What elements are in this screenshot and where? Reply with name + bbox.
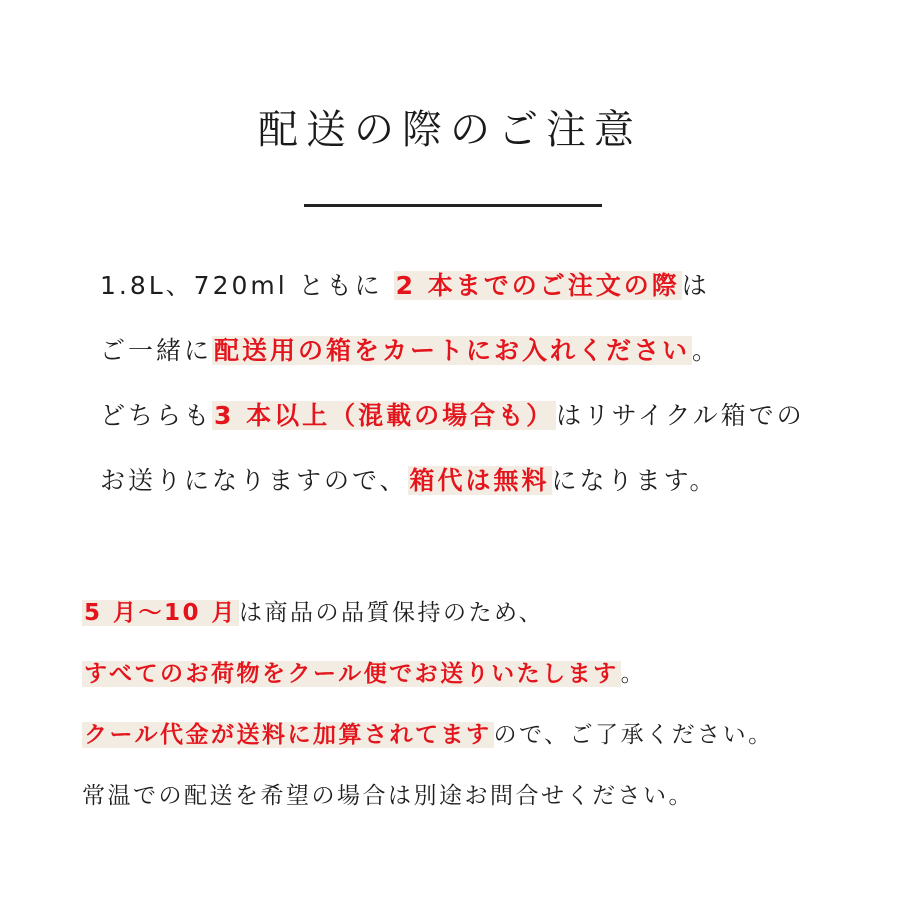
notice-text: 1.8L、720ml ともに — [100, 271, 394, 300]
page-title: 配送の際のご注意 — [258, 107, 642, 153]
highlight-text: すべてのお荷物をクール便でお送りいたします — [84, 661, 619, 687]
highlight-text: クール代金が送料に加算されてます — [84, 722, 492, 748]
notice-text: 。 — [692, 336, 721, 365]
highlight-text: 箱代は無料 — [409, 466, 550, 495]
highlight-text: 3 本以上（混載の場合も） — [214, 401, 555, 430]
notice-line-1 — [100, 266, 710, 306]
cool-line-4 — [82, 777, 694, 815]
notice-text: になります。 — [551, 466, 718, 495]
notice-text: お送りになりますので、 — [100, 466, 408, 495]
highlight-text: 2 本までのご注文の際 — [395, 271, 680, 300]
notice-line-4 — [100, 461, 718, 501]
notice-text: はリサイクル箱での — [556, 401, 805, 430]
title-divider — [304, 204, 602, 207]
highlight-text: 配送用の箱をカートにお入れください — [214, 336, 691, 365]
notice-text: 。 — [620, 661, 647, 687]
notice-line-2 — [100, 331, 720, 371]
notice-text: ので、ご了承ください。 — [493, 722, 774, 748]
notice-text: ご一緒に — [100, 336, 213, 365]
notice-text: 常温での配送を希望の場合は別途お問合せください。 — [82, 783, 694, 809]
cool-line-1 — [82, 594, 544, 632]
notice-text: どちらも — [100, 401, 213, 430]
highlight-text: 5 月～10 月 — [84, 600, 238, 626]
notice-line-3 — [100, 396, 805, 436]
notice-text: は — [681, 271, 710, 300]
cool-line-3 — [82, 716, 774, 754]
cool-line-2 — [82, 655, 646, 693]
notice-text: は商品の品質保持のため、 — [239, 600, 545, 626]
